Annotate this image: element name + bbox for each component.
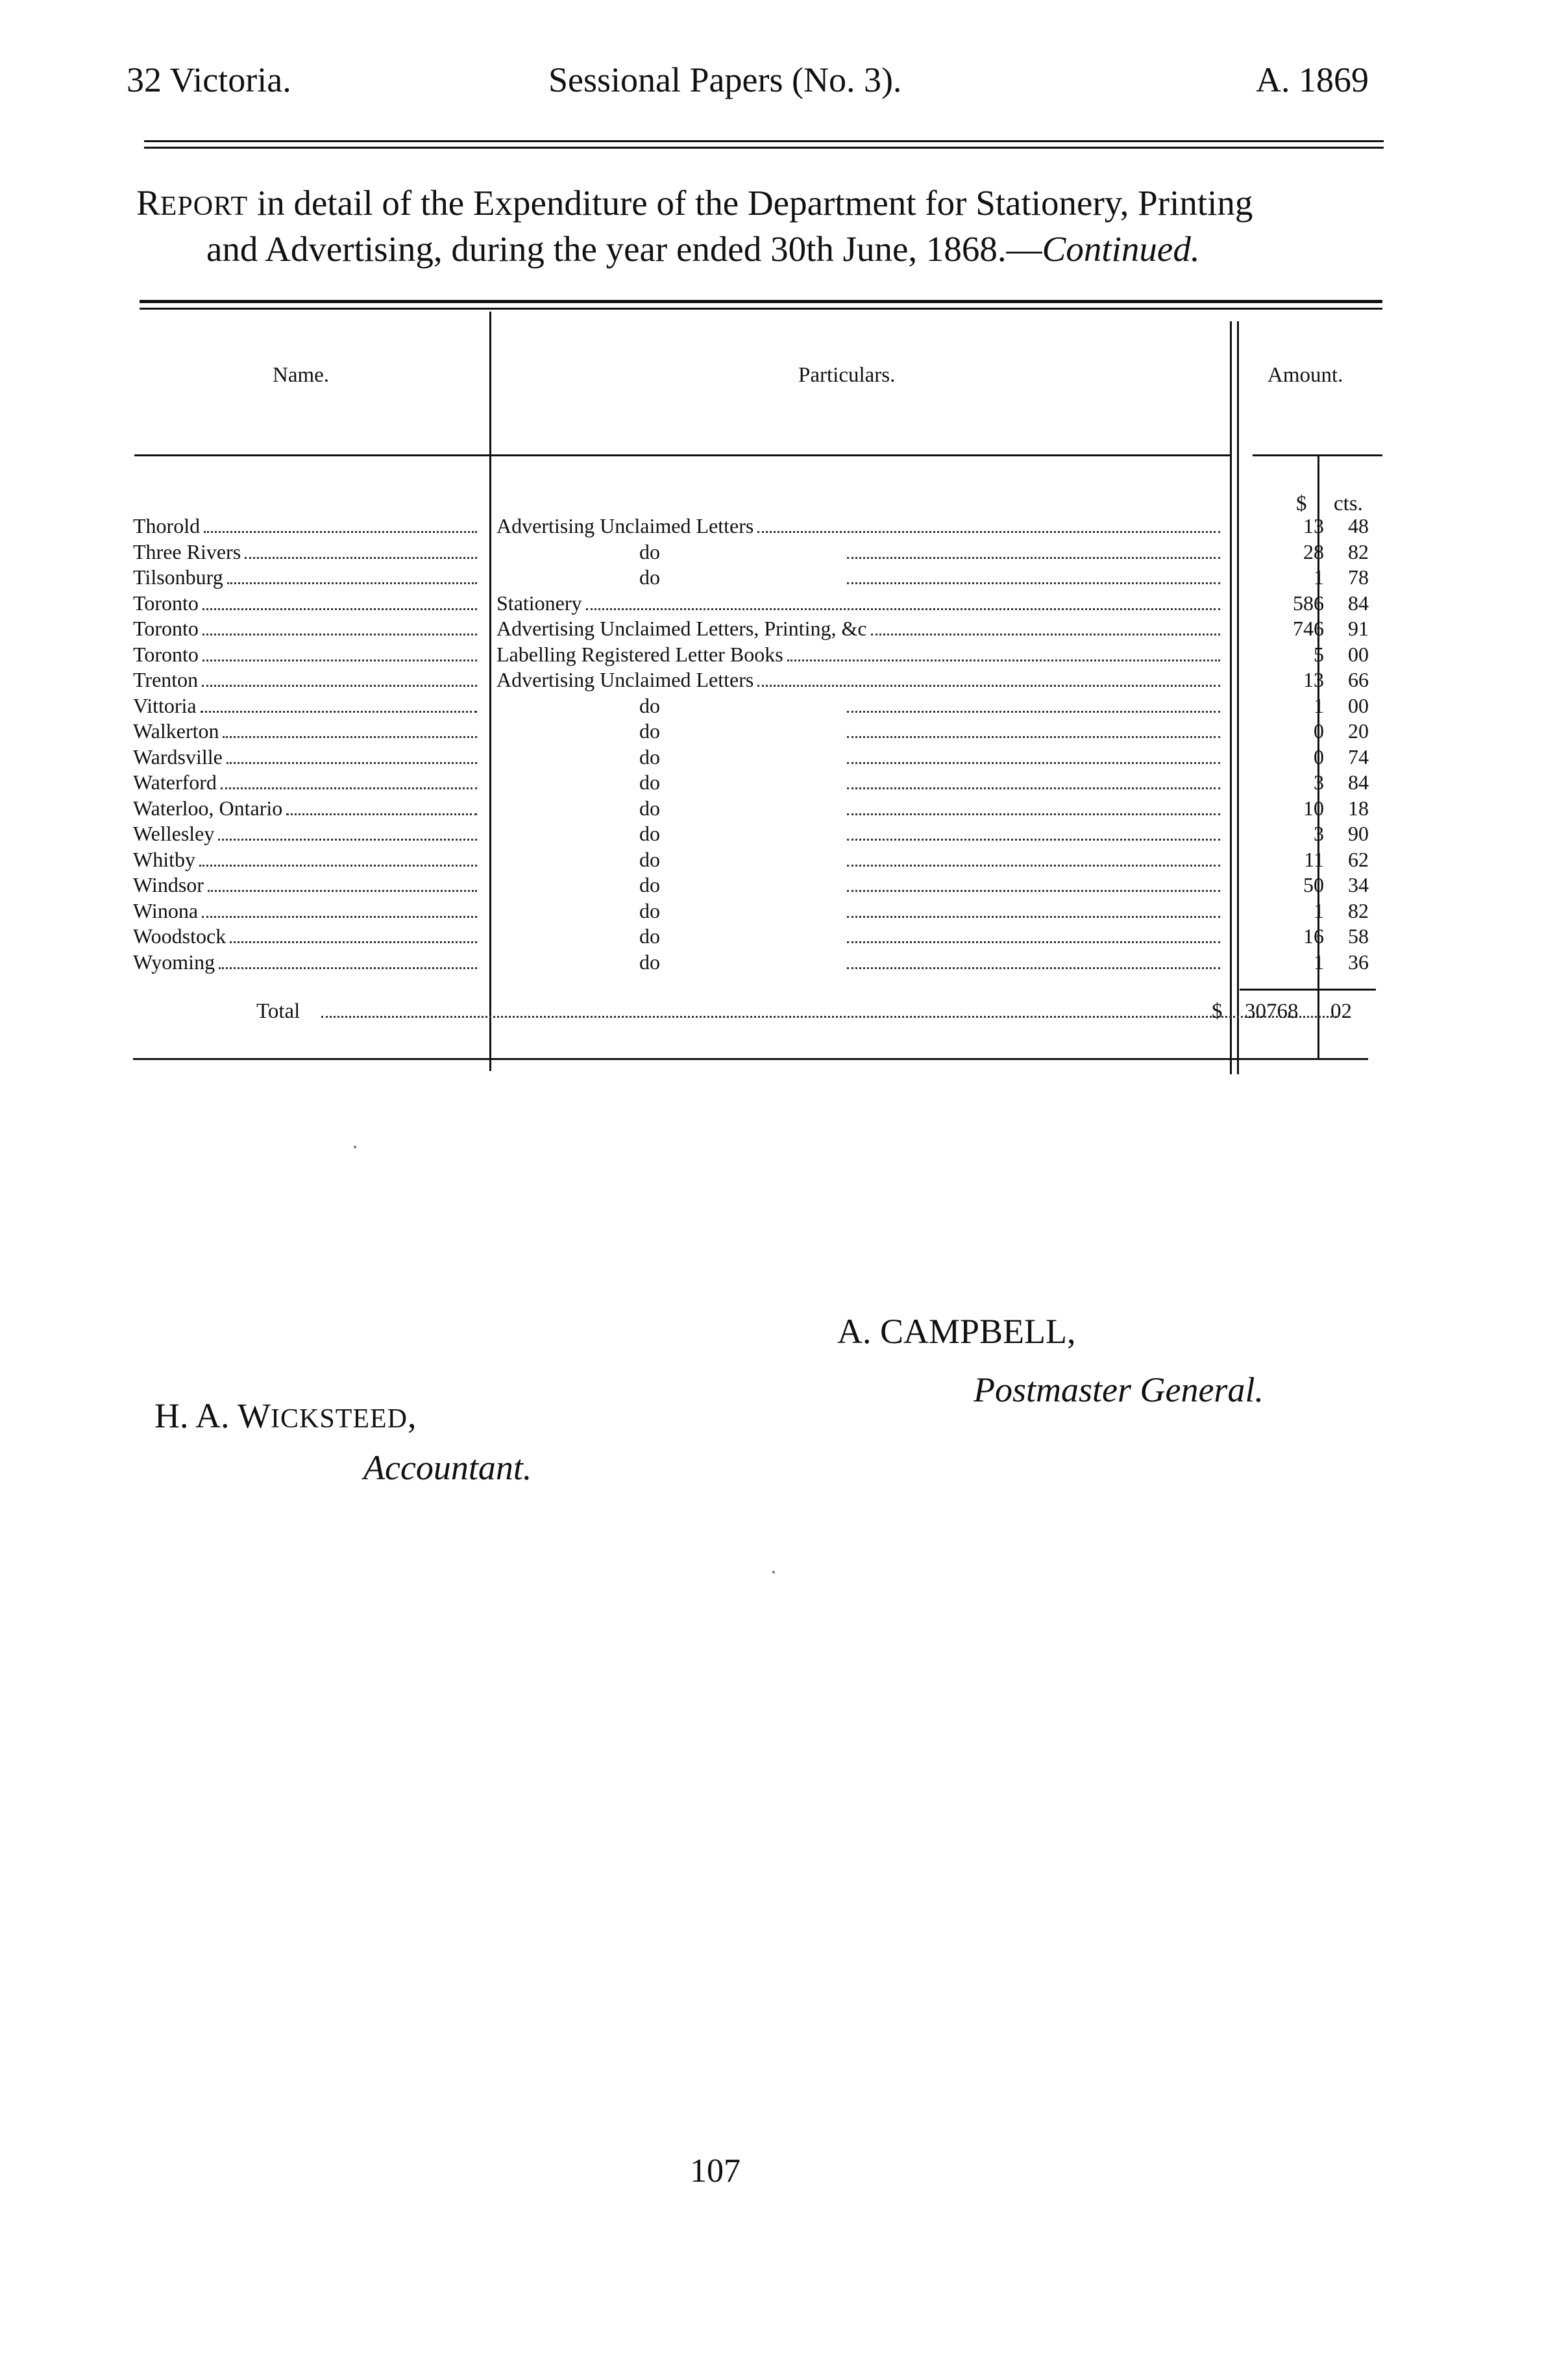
row-cents: 62 xyxy=(1348,848,1369,871)
row-particulars: Advertising Unclaimed Letters, Printing, &c xyxy=(496,617,867,640)
row-dollars: 3 xyxy=(1314,771,1324,794)
total-dollars: 30768 xyxy=(1245,1000,1299,1023)
row-dollars: 3 xyxy=(1314,822,1324,845)
table-row xyxy=(133,513,1389,539)
row-name: Vittoria xyxy=(133,694,197,717)
table-row xyxy=(133,923,1389,949)
row-name: Toronto xyxy=(133,591,199,615)
row-name: Woodstock xyxy=(133,924,227,948)
name-leader-dots xyxy=(223,718,477,738)
particulars-leader-dots xyxy=(871,615,1220,635)
row-dollars: 1 xyxy=(1314,694,1324,717)
column-header-name: Name. xyxy=(273,364,330,387)
row-dollars: 50 xyxy=(1303,873,1324,896)
name-leader-dots xyxy=(219,949,477,969)
particulars-leader-dots xyxy=(847,539,1220,559)
row-name: Three Rivers xyxy=(133,540,241,563)
row-cents: 74 xyxy=(1348,745,1369,769)
report-title-line-1: REPORT in detail of the Expenditure of the Department for Stationery, Printing xyxy=(136,183,1253,223)
row-name: Winona xyxy=(133,899,199,922)
name-leader-dots xyxy=(208,872,477,892)
column-header-amount: Amount. xyxy=(1268,364,1343,387)
particulars-leader-dots xyxy=(847,949,1220,969)
row-name: Toronto xyxy=(133,617,199,640)
table-row xyxy=(133,539,1389,565)
particulars-leader-dots xyxy=(847,820,1220,841)
scan-speck xyxy=(772,1571,775,1573)
table-header-rule-right xyxy=(1253,454,1382,456)
particulars-leader-dots xyxy=(847,872,1220,892)
row-dollars: 1 xyxy=(1314,950,1324,974)
total-label: Total xyxy=(256,1000,300,1023)
table-row xyxy=(133,872,1389,898)
row-cents: 90 xyxy=(1348,822,1369,845)
particulars-leader-dots xyxy=(847,744,1220,764)
row-name: Wyoming xyxy=(133,950,215,974)
particulars-leader-dots xyxy=(847,769,1220,789)
row-cents: 48 xyxy=(1348,514,1369,537)
table-top-rule-thin xyxy=(140,308,1382,310)
postmaster-title: Postmaster General. xyxy=(974,1370,1264,1409)
name-leader-dots xyxy=(202,898,477,918)
table-row xyxy=(133,846,1389,872)
row-particulars: do xyxy=(639,694,660,717)
row-name: Windsor xyxy=(133,873,204,896)
particulars-leader-dots xyxy=(787,641,1220,661)
table-row xyxy=(133,769,1389,795)
scan-speck xyxy=(354,1146,356,1148)
name-leader-dots xyxy=(245,539,477,559)
table-row xyxy=(133,667,1389,693)
row-name: Toronto xyxy=(133,643,199,666)
row-dollars: 1 xyxy=(1314,899,1324,922)
table-row xyxy=(133,898,1389,924)
name-leader-dots xyxy=(201,693,477,713)
table-row xyxy=(133,820,1389,846)
name-leader-dots xyxy=(202,615,477,635)
row-name: Walkerton xyxy=(133,719,219,743)
name-leader-dots xyxy=(204,513,477,533)
table-bottom-rule xyxy=(133,1058,1368,1060)
table-total-row xyxy=(133,996,1389,1026)
row-cents: 66 xyxy=(1348,668,1369,691)
column-header-dollars: $ xyxy=(1296,492,1307,515)
running-header-center: Sessional Papers (No. 3). xyxy=(548,60,902,99)
row-dollars: 10 xyxy=(1303,796,1324,820)
row-particulars: do xyxy=(639,924,660,948)
particulars-leader-dots xyxy=(586,590,1220,610)
row-cents: 18 xyxy=(1348,796,1369,820)
name-leader-dots xyxy=(227,564,477,584)
row-particulars: Advertising Unclaimed Letters xyxy=(496,514,754,537)
name-leader-dots xyxy=(202,590,477,610)
postmaster-name: A. CAMPBELL, xyxy=(837,1312,1076,1351)
row-particulars: do xyxy=(639,771,660,794)
row-cents: 78 xyxy=(1348,565,1369,589)
row-dollars: 28 xyxy=(1303,540,1324,563)
particulars-leader-dots xyxy=(757,513,1220,533)
row-cents: 34 xyxy=(1348,873,1369,896)
name-leader-dots xyxy=(221,769,477,789)
row-particulars: do xyxy=(639,565,660,589)
name-leader-dots xyxy=(230,923,477,943)
row-particulars: do xyxy=(639,822,660,845)
row-particulars: Stationery xyxy=(496,591,582,615)
name-leader-dots xyxy=(202,667,477,687)
column-header-cents: cts. xyxy=(1334,492,1363,515)
total-cents: 02 xyxy=(1330,1000,1352,1023)
header-rule-bottom xyxy=(144,147,1384,149)
table-row xyxy=(133,718,1389,744)
row-particulars: do xyxy=(639,950,660,974)
running-header-right: A. 1869 xyxy=(1256,60,1369,99)
table-row xyxy=(133,693,1389,719)
row-cents: 00 xyxy=(1348,643,1369,666)
particulars-leader-dots xyxy=(847,564,1220,584)
row-name: Waterford xyxy=(133,771,217,794)
particulars-leader-dots xyxy=(847,898,1220,918)
table-row xyxy=(133,949,1389,975)
report-title xyxy=(136,182,1402,270)
row-name: Wardsville xyxy=(133,745,223,769)
row-dollars: 11 xyxy=(1304,848,1324,871)
row-particulars: do xyxy=(639,848,660,871)
row-particulars: Labelling Registered Letter Books xyxy=(496,643,783,666)
name-leader-dots xyxy=(199,846,477,867)
name-leader-dots xyxy=(227,744,477,764)
table-row xyxy=(133,564,1389,590)
name-leader-dots xyxy=(202,641,477,661)
row-particulars: do xyxy=(639,873,660,896)
header-rule-top xyxy=(144,140,1384,142)
row-name: Thorold xyxy=(133,514,201,537)
row-particulars: do xyxy=(639,745,660,769)
row-dollars: 1 xyxy=(1314,565,1324,589)
total-dollar-sign: $ xyxy=(1212,1000,1223,1023)
total-leader-dots xyxy=(321,996,1337,1018)
table-row xyxy=(133,641,1389,667)
row-name: Tilsonburg xyxy=(133,565,223,589)
row-name: Wellesley xyxy=(133,822,215,845)
row-name: Waterloo, Ontario xyxy=(133,796,283,820)
row-dollars: 16 xyxy=(1303,924,1324,948)
particulars-leader-dots xyxy=(757,667,1220,687)
row-dollars: 0 xyxy=(1314,719,1324,743)
row-dollars: 586 xyxy=(1293,591,1324,615)
particulars-leader-dots xyxy=(847,693,1220,713)
accountant-title: Accountant. xyxy=(363,1448,532,1487)
table-row xyxy=(133,744,1389,770)
row-cents: 20 xyxy=(1348,719,1369,743)
row-particulars: Advertising Unclaimed Letters xyxy=(496,668,754,691)
particulars-leader-dots xyxy=(847,718,1220,738)
row-cents: 82 xyxy=(1348,899,1369,922)
row-cents: 36 xyxy=(1348,950,1369,974)
row-particulars: do xyxy=(639,796,660,820)
name-leader-dots xyxy=(218,820,477,841)
table-row xyxy=(133,590,1389,616)
row-particulars: do xyxy=(639,899,660,922)
row-cents: 91 xyxy=(1348,617,1369,640)
row-particulars: do xyxy=(639,719,660,743)
row-cents: 84 xyxy=(1348,771,1369,794)
accountant-name: H. A. WICKSTEED, xyxy=(154,1396,417,1435)
row-cents: 00 xyxy=(1348,694,1369,717)
particulars-leader-dots xyxy=(847,795,1220,815)
table-row xyxy=(133,615,1389,641)
row-cents: 58 xyxy=(1348,924,1369,948)
row-dollars: 746 xyxy=(1293,617,1324,640)
row-dollars: 13 xyxy=(1303,514,1324,537)
running-header-left: 32 Victoria. xyxy=(127,60,291,99)
table-top-rule xyxy=(140,300,1382,303)
page-number: 107 xyxy=(690,2152,741,2189)
table-total-rule xyxy=(1240,989,1376,991)
column-header-particulars: Particulars. xyxy=(798,364,896,387)
report-title-line-2: and Advertising, during the year ended 30th June, 1868.—Continued. xyxy=(206,229,1200,269)
row-cents: 84 xyxy=(1348,591,1369,615)
row-name: Trenton xyxy=(133,668,199,691)
table-header-rule-left xyxy=(134,454,1230,456)
row-name: Whitby xyxy=(133,848,195,871)
name-leader-dots xyxy=(286,795,477,815)
row-dollars: 0 xyxy=(1314,745,1324,769)
row-dollars: 13 xyxy=(1303,668,1324,691)
particulars-leader-dots xyxy=(847,923,1220,943)
table-row xyxy=(133,795,1389,821)
row-dollars: 5 xyxy=(1314,643,1324,666)
particulars-leader-dots xyxy=(847,846,1220,867)
row-cents: 82 xyxy=(1348,540,1369,563)
row-particulars: do xyxy=(639,540,660,563)
